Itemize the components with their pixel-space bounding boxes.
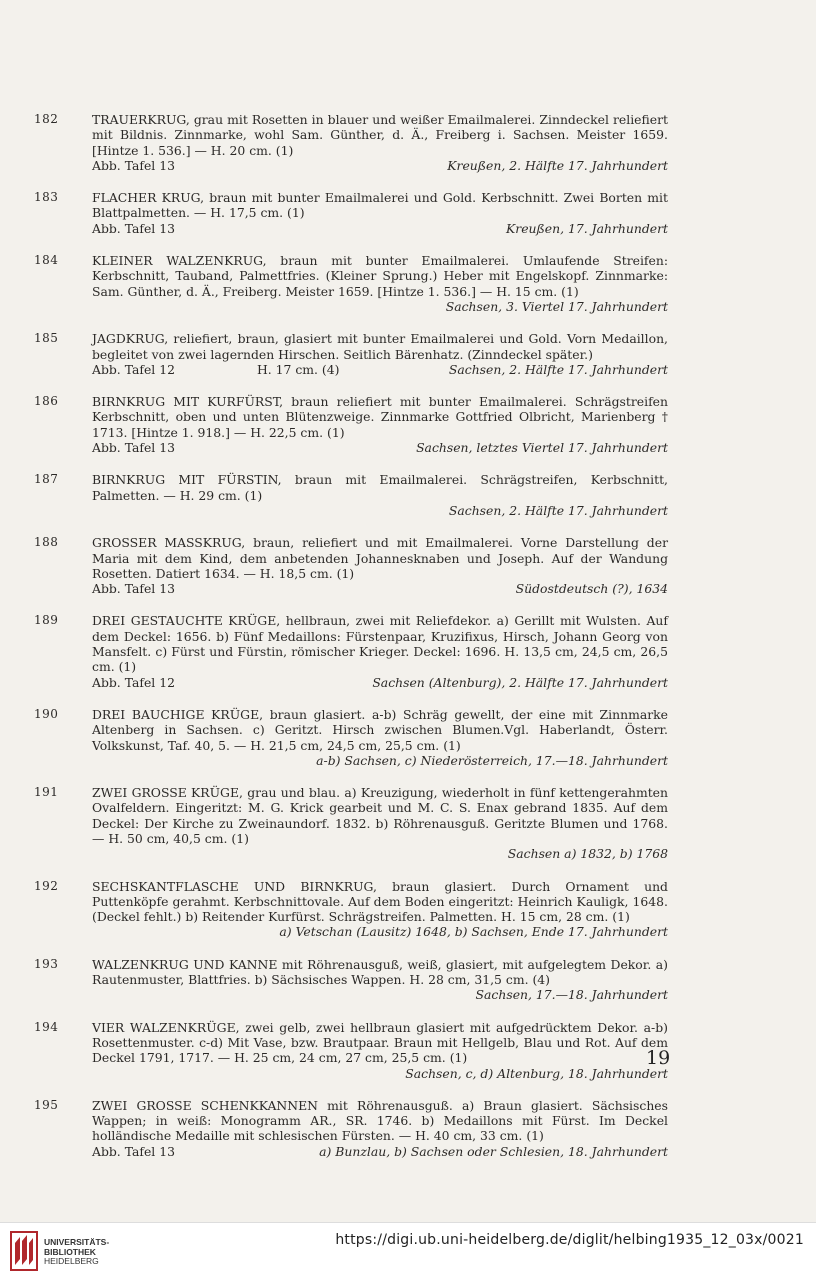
catalog-entries (34, 112, 672, 1176)
entry-number: 189 (34, 613, 59, 628)
entry-description: GROSSER MASSKRUG, braun, reliefiert und mit Emailmalerei. Vorne Darstellung der Maria mit dem Kind, dem anbetenden Johannesknaben und Joseph. Auf der Wandung Rosetten. Datiert 1634. — H. 18,5 cm. (1) (92, 535, 668, 581)
entry-origin: a) Vetschan (Lausitz) 1648, b) Sachsen, Ende 17. Jahrhundert (279, 924, 668, 940)
plate-reference: Abb. Tafel 13 (92, 1143, 175, 1159)
entry-description: ZWEI GROSSE SCHENKKANNEN mit Röhrenausguß. a) Braun glasiert. Sächsisches Wappen; in weiß: Monogramm AR., SR. 1746. b) Medaillons mit Fürst. Im Deckel holländische Medaille mit schlesischen Fürsten. — H. 40 cm, 33 cm. (1) (92, 1097, 668, 1144)
entry-number: 194 (34, 1019, 59, 1034)
catalog-entry (34, 1097, 672, 1159)
catalog-entry (34, 1019, 672, 1081)
entry-body (92, 957, 668, 1003)
entry-description: BIRNKRUG MIT FÜRSTIN, braun mit Emailmalerei. Schrägstreifen, Kerbschnitt, Palmetten. — H. 29 cm. (1) (92, 472, 668, 503)
entry-number: 187 (34, 472, 59, 487)
entry-origin: Kreußen, 17. Jahrhundert (506, 220, 668, 236)
entry-footer-row (92, 221, 668, 236)
entry-description: KLEINER WALZENKRUG, braun mit bunter Emailmalerei. Umlaufende Streifen: Kerbschnitt, Tauband, Palmettfries. (Kleiner Sprung.) Heber mit Engelskopf. Zinnmarke: Sam. Günther, d. Ä., Freiberg. Meister 1659. [Hintze 1. 536.] — H. 15 cm. (1) (92, 253, 668, 299)
entry-origin: Sachsen, 2. Hälfte 17. Jahrhundert (448, 502, 668, 518)
entry-origin: a) Bunzlau, b) Sachsen oder Schlesien, 18. Jahrhundert (319, 1143, 668, 1159)
catalog-entry (34, 785, 672, 862)
entry-footer-row (92, 362, 668, 377)
entry-body (92, 785, 668, 861)
entry-origin: a-b) Sachsen, c) Niederösterreich, 17.—18. Jahrhundert (316, 752, 668, 768)
entry-origin: Sachsen (Altenburg), 2. Hälfte 17. Jahrhundert (372, 674, 668, 690)
plate-reference: Abb. Tafel 13 (92, 220, 175, 236)
plate-reference: Abb. Tafel 12 (92, 674, 175, 690)
catalog-entry (34, 331, 672, 377)
document-url-link[interactable]: https://digi.ub.uni-heidelberg.de/diglit/helbing1935_12_03x/0021 (335, 1232, 804, 1248)
entry-footer-row (92, 581, 668, 596)
entry-number: 185 (34, 331, 59, 346)
catalog-entry (34, 472, 672, 518)
entry-footer-row (92, 158, 668, 173)
entry-number: 186 (34, 394, 59, 409)
entry-origin: Sachsen, c, d) Altenburg, 18. Jahrhundert (405, 1065, 668, 1081)
entry-description: FLACHER KRUG, braun mit bunter Emailmalerei und Gold. Kerbschnitt. Zwei Borten mit Blattpalmetten. — H. 17,5 cm. (1) (92, 190, 668, 221)
catalog-entry (34, 613, 672, 690)
entry-number: 191 (34, 785, 59, 800)
library-line-2: BIBLIOTHEK (44, 1246, 96, 1257)
entry-body (92, 1098, 668, 1159)
entry-footer-row (92, 440, 668, 455)
entry-number: 192 (34, 878, 59, 893)
entry-body (92, 394, 668, 455)
entry-origin: Sachsen, 2. Hälfte 17. Jahrhundert (448, 361, 668, 377)
catalog-entry (34, 394, 672, 456)
plate-reference: Abb. Tafel 13 (92, 440, 175, 456)
entry-body (92, 190, 668, 236)
entry-body (92, 879, 668, 940)
entry-body (92, 707, 668, 768)
entry-number: 182 (34, 112, 59, 126)
entry-number: 184 (34, 253, 59, 268)
catalog-entry (34, 878, 672, 940)
entry-description: WALZENKRUG UND KANNE mit Röhrenausguß, weiß, glasiert, mit aufgelegtem Dekor. a) Rautenmuster, Blattfries. b) Sächsisches Wappen. H. 28 cm, 31,5 cm. (4) (92, 956, 668, 988)
entry-origin: Südostdeutsch (?), 1634 (515, 581, 668, 597)
entry-origin: Sachsen, 17.—18. Jahrhundert (475, 987, 668, 1003)
catalog-entry (34, 535, 672, 597)
plate-reference: Abb. Tafel 12 (92, 361, 175, 377)
entry-body (92, 472, 668, 518)
entry-body (92, 112, 668, 173)
catalog-entry (34, 253, 672, 314)
entry-description: ZWEI GROSSE KRÜGE, grau und blau. a) Kreuzigung, wiederholt in fünf kettengerahmten Ovalfeldern. Eingeritzt: M. G. Krick gearbeit und M. C. S. Enax gebrand 1835. Auf dem Deckel: Der Kirche zu Zweinaundorf. 1832. b) Röhrenausguß. Geritzte Blumen und 1768. — H. 50 cm, 40,5 cm. (1) (92, 785, 668, 846)
plate-reference: Abb. Tafel 13 (92, 581, 175, 597)
footer-bar (0, 1222, 816, 1280)
entry-description: TRAUERKRUG, grau mit Rosetten in blauer und weißer Emailmalerei. Zinndeckel reliefiert mit Bildnis. Zinnmarke, wohl Sam. Günther, d. Ä., Freiberg i. Sachsen. Meister 1659. [Hintze 1. 536.] — H. 20 cm. (1) (92, 112, 668, 158)
entry-body (92, 535, 668, 596)
catalog-entry (34, 706, 672, 768)
entry-body (92, 253, 668, 314)
catalog-entry (34, 112, 672, 173)
entry-origin: Kreußen, 2. Hälfte 17. Jahrhundert (447, 157, 668, 173)
library-line-1: UNIVERSITÄTS- (44, 1237, 110, 1247)
plate-reference: Abb. Tafel 13 (92, 157, 175, 173)
entry-origin: Sachsen a) 1832, b) 1768 (507, 846, 668, 862)
entry-number: 190 (34, 706, 59, 721)
entry-measure: H. 17 cm. (4) (256, 361, 340, 377)
page-number: 19 (646, 1047, 671, 1069)
entry-number: 183 (34, 190, 59, 205)
entry-number: 195 (34, 1097, 59, 1112)
entry-description: BIRNKRUG MIT KURFÜRST, braun reliefiert mit bunter Emailmalerei. Schrägstreifen Kerbschnitt, oben und unten Blütenzweige. Zinnmarke Gottfried Olbricht, Marienberg † 1713. [Hintze 1. 918.] — H. 22,5 cm. (1) (92, 394, 668, 440)
catalog-entry (34, 956, 672, 1003)
entry-body (92, 331, 668, 377)
library-line-3: HEIDELBERG (44, 1256, 99, 1266)
entry-description: SECHSKANTFLASCHE UND BIRNKRUG, braun glasiert. Durch Ornament und Puttenköpfe gerahmt. Kerbschnittovale. Auf dem Boden eingeritzt: Heinrich Kauligk, 1648. (Deckel fehlt.) b) Reitender Kurfürst. Schrägstreifen. Palmetten. H. 15 cm, 28 cm. (1) (92, 878, 668, 925)
entry-footer-row (92, 675, 668, 690)
entry-description: DREI BAUCHIGE KRÜGE, braun glasiert. a-b) Schräg gewellt, der eine mit Zinnmarke Altenberg in Sachsen. c) Geritzt. Hirsch zwischen Blumen.Vgl. Haberlandt, Österr. Volkskunst, Taf. 40, 5. — H. 21,5 cm, 24,5 cm, 25,5 cm. (1) (92, 706, 668, 753)
entry-description: JAGDKRUG, reliefiert, braun, glasiert mit bunter Emailmalerei und Gold. Vorn Medaillon, begleitet von zwei lagernden Hirschen. Seitlich Bärenhatz. (Zinndeckel später.) (92, 331, 668, 362)
university-library-logo-icon[interactable] (10, 1231, 38, 1271)
entry-description: VIER WALZENKRÜGE, zwei gelb, zwei hellbraun glasiert mit aufgedrücktem Dekor. a-b) Rosettenmuster. c-d) Mit Vase, bzw. Brautpaar. Braun mit Hellgelb, Blau und Rot. Auf dem Deckel 1791, 1717. — H. 25 cm, 24 cm, 27 cm, 25,5 cm. (1) (92, 1019, 668, 1066)
entry-body (92, 613, 668, 689)
entry-footer-row (92, 1144, 668, 1159)
entry-number: 188 (34, 535, 59, 550)
entry-origin: Sachsen, letztes Viertel 17. Jahrhundert (416, 440, 668, 456)
entry-description: DREI GESTAUCHTE KRÜGE, hellbraun, zwei mit Reliefdekor. a) Gerillt mit Wulsten. Auf dem Deckel: 1656. b) Fünf Medaillons: Fürstenpaar, Kruzifixus, Hirsch, Johann Georg von Mansfelt. c) Fürst und Fürstin, römischer Krieger. Deckel: 1696. H. 13,5 cm, 24,5 cm, 26,5 cm. (1) (92, 613, 668, 675)
entry-number: 193 (34, 956, 59, 971)
library-name (44, 1238, 109, 1267)
entry-origin: Sachsen, 3. Viertel 17. Jahrhundert (445, 298, 668, 314)
entry-body (92, 1019, 671, 1081)
catalog-entry (34, 190, 672, 236)
